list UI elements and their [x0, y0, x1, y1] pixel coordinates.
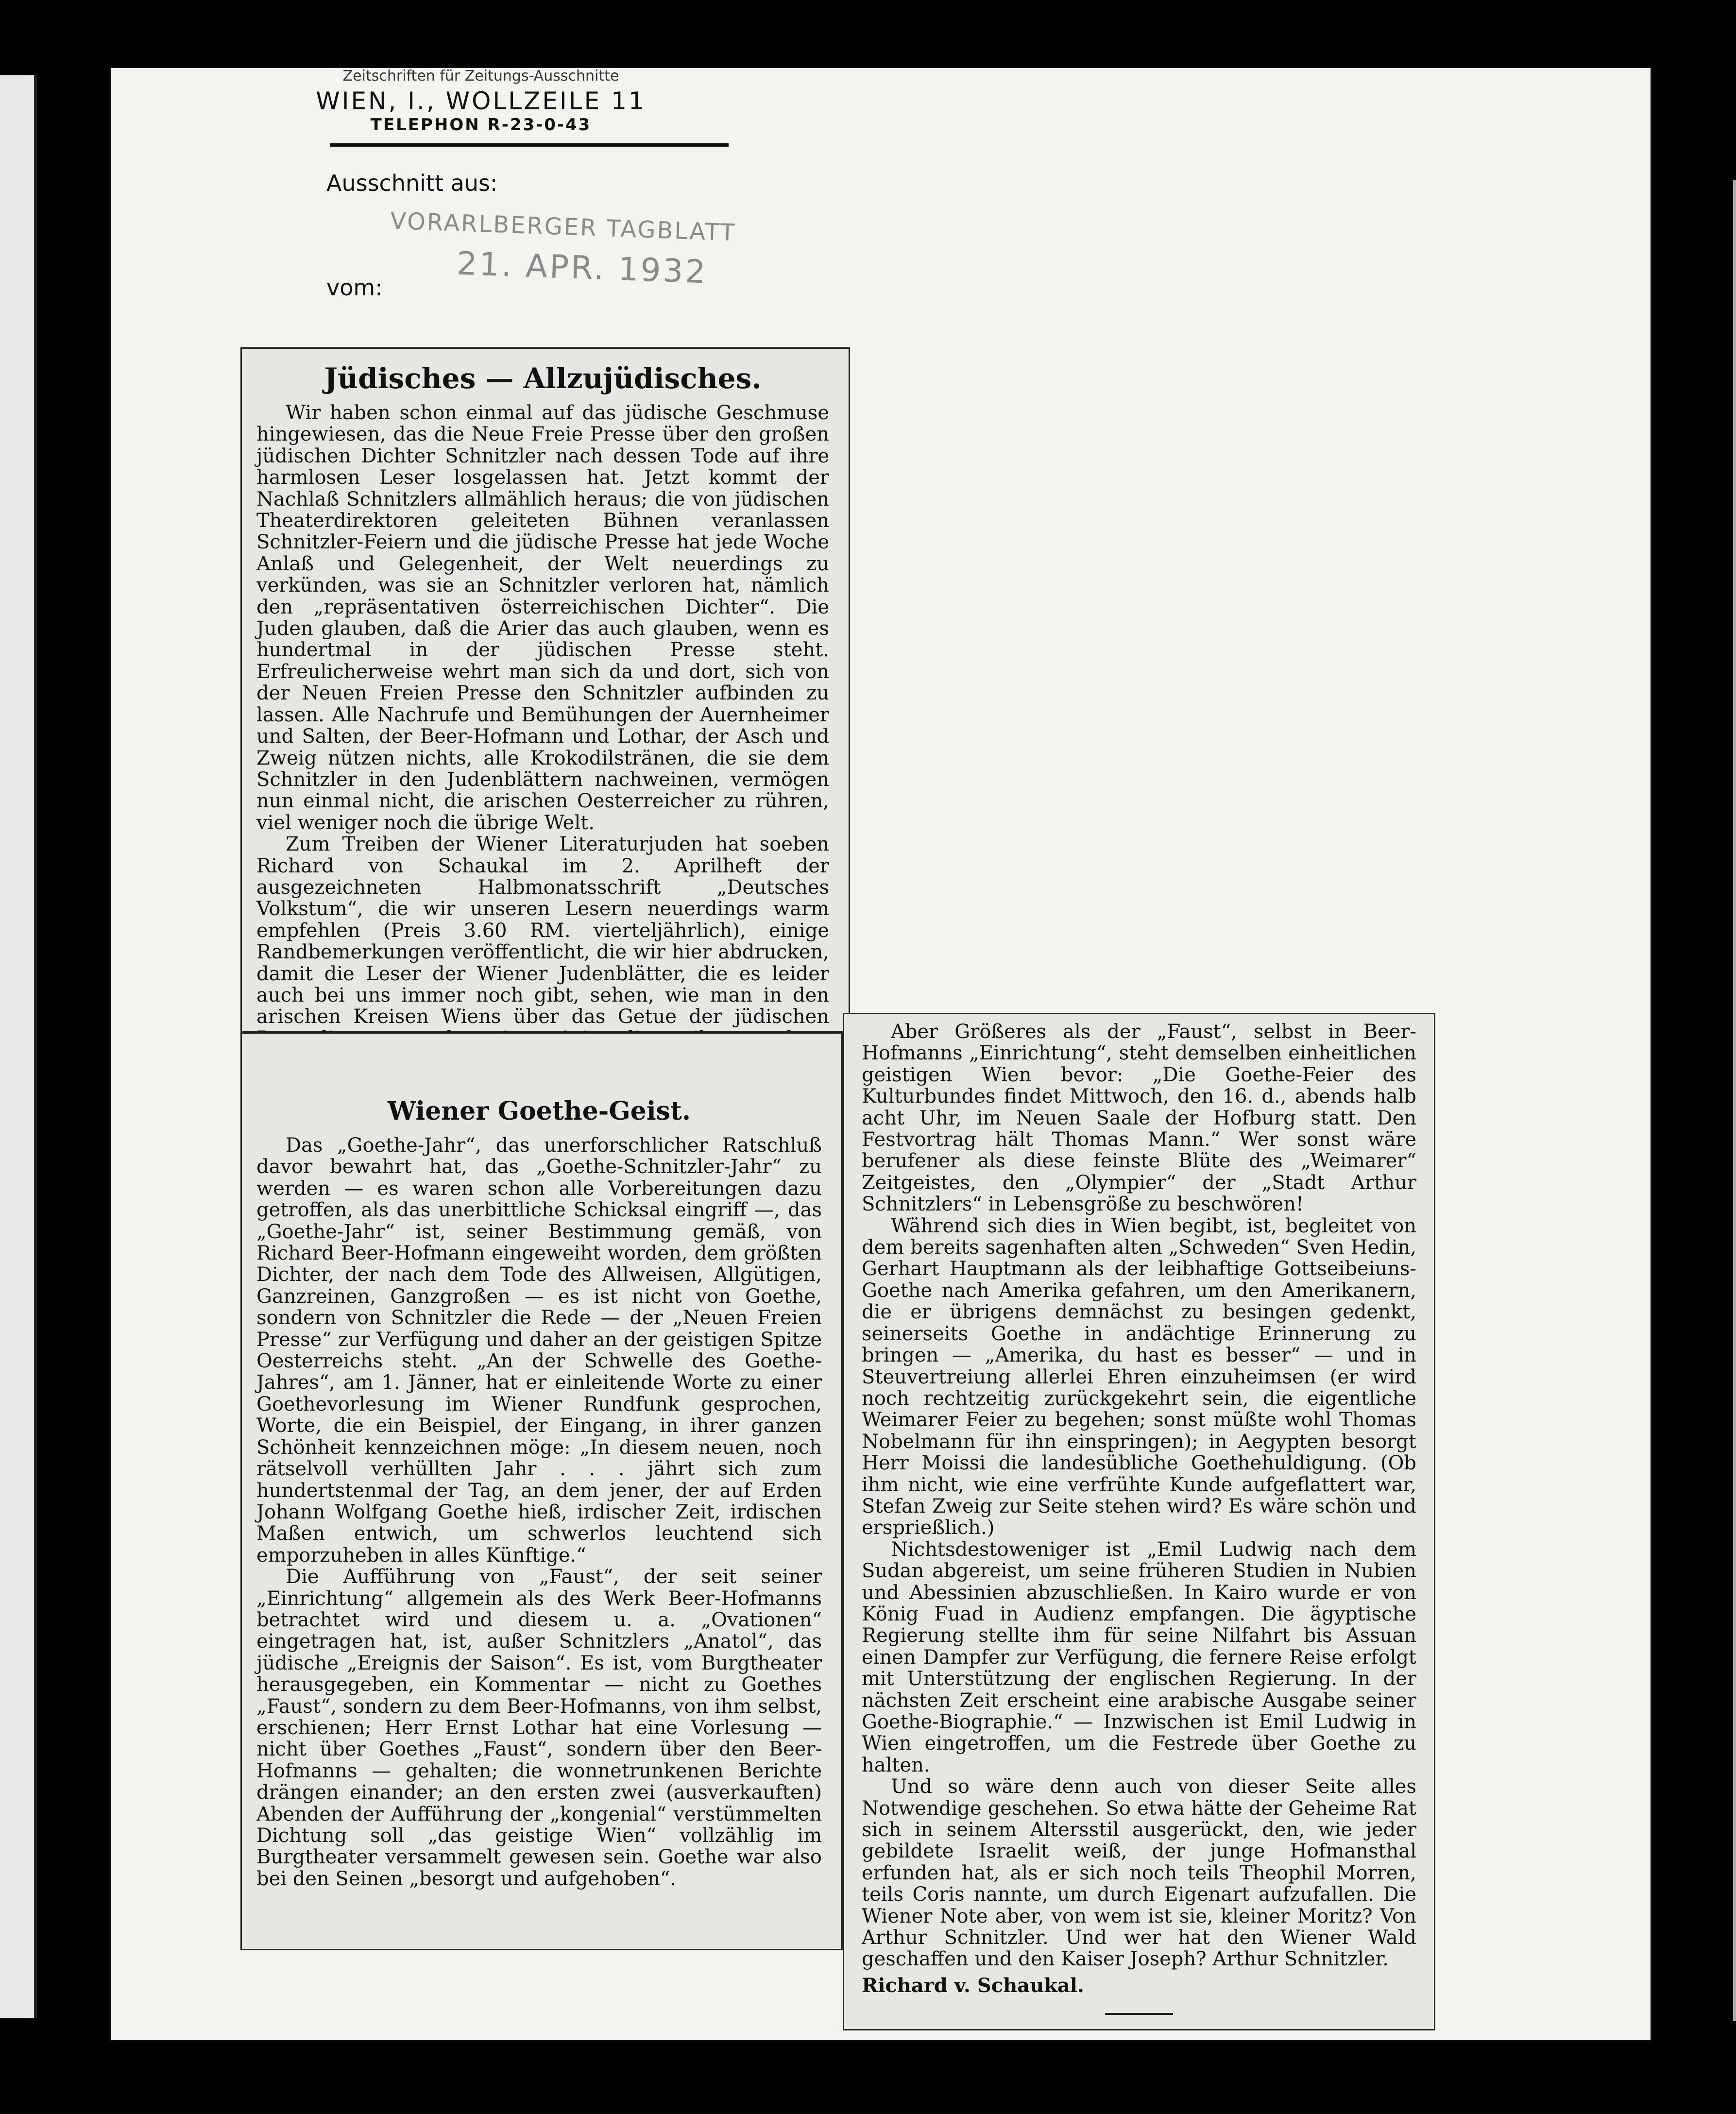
agency-address: WIEN, I., WOLLZEILE 11: [316, 87, 646, 115]
clipping-article1: [240, 347, 850, 1032]
clipping-article2-right: [843, 1013, 1435, 2030]
closing-rule: [1105, 2013, 1173, 2015]
page-fold: [1733, 180, 1736, 2021]
header-rule: [330, 143, 729, 147]
agency-line: Zeitschriften für Zeitungs-Ausschnitte: [342, 68, 619, 85]
article2-paragraph: Die Aufführung von „Faust“, der seit seiner „Einrichtung“ allgemein als des Werk Beer-Hofmanns betrachtet wird und diesem u. a. „Ovationen“ eingetragen hat, ist, außer Schnitzlers „Anatol“, das jüdische „Ereignis der Saison“. Es ist, vom Burgtheater herausgegeben, ein Kommentar — nicht zu Goethes „Faust“, sondern zu dem Beer-Hofmanns, von ihm selbst, erschienen; Herr Ernst Lothar hat eine Vorlesung — nicht über Goethes „Faust“, sondern über den Beer-Hofmanns — gehalten; die wonnetrunkenen Berichte drängen einander; an den ersten zwei (ausverkauften) Abenden der Aufführung der „kongenial“ verstümmelten Dichtung soll „das geistige Wien“ vollzählig im Burgtheater versammelt gewesen sein. Goethe war also bei den Seinen „besorgt und aufgehoben“.: [256, 1566, 822, 1890]
stamp-date: 21. APR. 1932: [456, 244, 708, 291]
adjacent-page-edge: [0, 75, 37, 2018]
article1-title: Jüdisches — Allzujüdisches.: [324, 362, 762, 395]
continuation-gap: [256, 1037, 822, 1087]
article2-signature: Richard v. Schaukal.: [862, 1974, 1084, 1997]
article2-paragraph: Nichtsdestoweniger ist „Emil Ludwig nach dem Sudan abgereist, um seine früheren Studien in Nubien und Abessinien abzuschließen. In Kairo wurde er von König Fuad in Audienz empfangen. Die ägyptische Regierung stellte ihm für seine Nilfahrt bis Assuan einen Dampfer zur Verfügung, die fernere Reise erfolgt mit Unterstützung der englischen Regierung. In der nächsten Zeit erscheint eine arabische Ausgabe seiner Goethe-Biographie.“ — Inzwischen ist Emil Ludwig in Wien eingetroffen, um die Festrede über Goethe zu halten.: [862, 1538, 1416, 1776]
article2-paragraph: Während sich dies in Wien begibt, ist, begleitet von dem bereits sagenhaften alten „Schweden“ Sven Hedin, Gerhart Hauptmann als der leibhaftige Gottseibeiuns-Goethe nach Amerika gefahren, um den Amerikanern, die er übrigens demnächst zu besingen gedenkt, seinerseits Goethe in andächtige Erinnerung zu bringen — „Amerika, du hast es besser“ — und in Steuvertreiung allerlei Ehren einzuheimsen (er wird noch rechtzeitig zurückgekehrt sein, die eigentliche Weimarer Feier zu begehen; sonst müßte wohl Thomas Nobelmann für ihn einspringen); in Aegypten besorgt Herr Moissi die landesübliche Goethehuldigung. (Ob ihm nicht, wie eine verfrühte Kunde aufgeflattert war, Stefan Zweig zur Seite stehen wird? Es wäre schön und ersprießlich.): [862, 1214, 1416, 1539]
article2-title: Wiener Goethe-Geist.: [387, 1096, 691, 1126]
article2-paragraph: Aber Größeres als der „Faust“, selbst in Beer-Hofmanns „Einrichtung“, steht demselben einheitlichen geistigen Wien bevor: „Die Goethe-Feier des Kulturbundes findet Mittwoch, den 16. d., abends halb acht Uhr, im Neuen Saale der Hofburg statt. Den Festvortrag hält Thomas Mann.“ Wer sonst wäre berufener als diese feinste Blüte des „Weimarer“ Zeitgeistes, den „Olympier“ der „Stadt Arthur Schnitzlers“ in Lebensgröße zu beschwören!: [862, 1021, 1416, 1216]
article2-paragraph: Das „Goethe-Jahr“, das unerforschlicher Ratschluß davor bewahrt hat, das „Goethe-Schnitzler-Jahr“ zu werden — es waren schon alle Vorbereitungen dazu getroffen, als das unerbittliche Schicksal eingriff —, das „Goethe-Jahr“ ist, seiner Bestimmung gemäß, von Richard Beer-Hofmann eingeweiht worden, dem größten Dichter, der nach dem Tode des Allweisen, Allgütigen, Ganzreinen, Ganzgroßen — es ist nicht von Goethe, sondern von Schnitzler die Rede — der „Neuen Freien Presse“ zur Verfügung und daher an der geistigen Spitze Oesterreichs steht. „An der Schwelle des Goethe-Jahres“, am 1. Jänner, hat er einleitende Worte zu einer Goethevorlesung im Wiener Rundfunk gesprochen, Worte, die ein Beispiel, der Eingang, in ihrer ganzen Schönheit kennzeichnen möge: „In diesem neuen, noch rätselvoll verhüllten Jahr . . . jährt sich zum hundertstenmal der Tag, an dem jener, der auf Erden Johann Wolfgang Goethe hieß, irdischer Zeit, irdischen Maßen entwich, um schwerlos leuchtend sich emporzuheben in alles Künftige.“: [256, 1134, 822, 1567]
clipping-article2-left: [240, 1032, 843, 1950]
date-label: vom:: [326, 274, 383, 301]
newspaper-stamp: [387, 207, 760, 332]
stamp-newspaper: VORARLBERGER TAGBLATT: [390, 207, 737, 247]
article1-paragraph: Zum Treiben der Wiener Literaturjuden hat soeben Richard von Schaukal im 2. Aprilheft der ausgezeichneten Halbmonatsschrift „Deutsches Volkstum“, die wir unseren Lesern neuerdings warm empfehlen (Preis 3.60 RM. vierteljährlich), einige Randbemerkungen veröffentlicht, die wir hier abdrucken, damit die Leser der Wiener Judenblätter, die es leider auch bei uns immer noch gibt, sehen, wie man in den arischen Kreisen Wiens über das Getue der jüdischen: [256, 833, 829, 1028]
article2-paragraph: Und so wäre denn auch von dieser Seite alles Notwendige geschehen. So etwa hätte der Geheime Rat sich in seinem Altersstil ausgerückt, den, wie jeder gebildete Israelit weiß, der junge Hofmansthal erfunden hat, als er sich noch teils Theophil Morren, teils Coris nannte, um durch Eigenart aufzufallen. Die Wiener Note aber, von wem ist sie, kleiner Moritz? Von Arthur Schnitzler. Und wer hat den Wiener Wald geschaffen und den Kaiser Joseph? Arthur Schnitzler.: [862, 1775, 1416, 1971]
article1-paragraph: Wir haben schon einmal auf das jüdische Geschmuse hingewiesen, das die Neue Freie Presse über den großen jüdischen Dichter Schnitzler nach dessen Tode auf ihre harmlosen Leser losgelassen hat. Jetzt kommt der Nachlaß Schnitzlers allmählich heraus; die von jüdischen Theaterdirektoren geleiteten Bühnen veranlassen Schnitzler-Feiern und die jüdische Presse hat jede Woche Anlaß und Gelegenheit, der Welt neuerdings zu verkünden, was sie an Schnitzler verloren hat, nämlich den „repräsentativen österreichischen Dichter“. Die Juden glauben, daß die Arier das auch glauben, wenn es hundertmal in der jüdischen Presse steht. Erfreulicherweise wehrt man sich da und dort, sich von der Neuen Freien Presse den Schnitzler aufbinden zu lassen. Alle Nachrufe und Bemühungen der Auernheimer und Salten, der Beer-Hofmann und Lothar, der Asch und Zweig nützen nichts, alle Krokodilstränen, die sie dem Schnitzler in den Judenblättern nachweinen, vermögen nun einmal nicht, die arischen Oesterreicher zu rühren, viel weniger noch die übrige Welt.: [256, 402, 829, 834]
agency-telephone: TELEPHON R-23-0-43: [370, 115, 592, 135]
agency-header: [223, 70, 738, 147]
cut-from-label: Ausschnitt aus:: [326, 170, 498, 196]
